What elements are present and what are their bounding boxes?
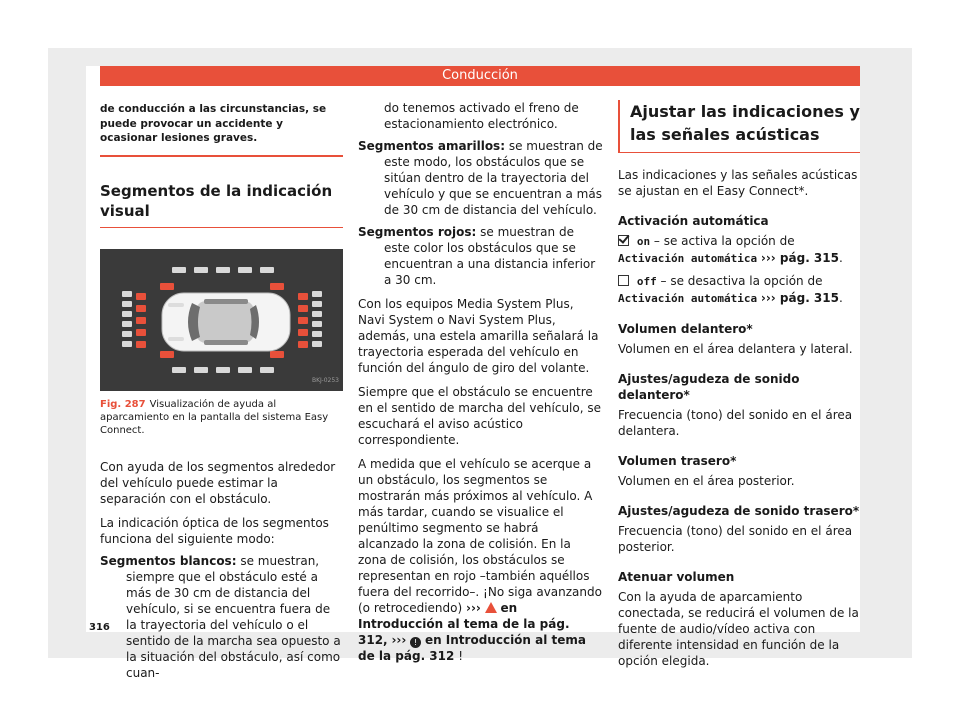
paragraph: Frecuencia (tono) del sonido en el área posterior. [618,524,853,554]
option-code: on [636,235,651,248]
paragraph-collision [358,456,603,664]
checkbox-empty-icon [618,275,629,286]
warning-continuation: de conducción a las circunstancias, se puede provocar un accidente y ocasionar lesiones graves. [100,100,343,157]
paragraph: Con ayuda de los segmentos alrededor del vehículo puede estimar la separación con el obstáculo. [100,459,336,506]
definition-term: Segmentos rojos: [358,225,477,239]
column-3 [618,100,860,669]
section-title-segments: Segmentos de la indicación visual [100,181,343,228]
sentence-end: . [838,251,843,265]
page-reference-link[interactable]: ››› pág. 315 [760,251,839,265]
subheading: Ajustes/agudeza de sonido trasero* [618,504,860,518]
parking-display-illustration [100,249,343,391]
car-top-view [162,293,290,351]
cross-reference-link[interactable]: en Introducción al tema de la pág. 312, [358,601,570,647]
definition-white [100,553,343,681]
figure-code: BKJ-0253 [311,376,339,384]
warning-triangle-icon [485,602,497,613]
paragraph: Volumen en el área delantera y lateral. [618,342,853,356]
subheading: Volumen delantero* [618,322,753,336]
column-2 [358,100,603,664]
sentence-end: ! [458,649,463,663]
figure-caption [100,398,343,437]
option-on [618,233,860,267]
paragraph: La indicación óptica de los segmentos funciona del siguiente modo: [100,515,329,546]
definition-text: se muestran de este modo, los obstáculos que se sitúan dentro de la trayectoria del vehículo y que se encuentran a más de 30 cm de distancia del vehículo. [384,139,603,217]
option-text: – se activa la opción de [653,234,795,248]
paragraph: Con los equipos Media System Plus, Navi System o Navi System Plus, además, una estela amarilla señalará la trayectoria esperada del vehículo en función del ángulo de giro del volante. [358,297,599,375]
page-number: 316 [89,622,110,633]
ref-arrows: ››› [391,633,407,647]
chapter-header: Conducción [100,66,860,86]
subheading: Ajustes/agudeza de sonido delantero* [618,372,800,402]
definition-term: Segmentos blancos: [100,553,237,568]
section-title-settings: Ajustar las indicaciones y las señales acústicas [618,100,860,153]
paragraph: Frecuencia (tono) del sonido en el área delantera. [618,408,853,438]
paragraph: Siempre que el obstáculo se encuentre en el sentido de marcha del vehículo, se escuchará el aviso acústico correspondiente. [358,385,601,447]
subheading: Volumen trasero* [618,454,737,468]
subheading: Activación automática [618,214,769,228]
definition-text: se muestran de este color los obstáculos que se encuentran a una distancia inferior a 30 cm. [384,225,596,287]
paragraph: Las indicaciones y las señales acústicas se ajustan en el Easy Connect*. [618,168,858,198]
option-off [618,273,860,307]
definition-text: se muestran, siempre que el obstáculo esté a más de 30 cm de distancia del vehículo, si se encuentra fuera de la trayectoria del vehículo o el sentido de la marcha sea opuesto a la situación del obstáculo, así como cuan- [126,553,341,680]
info-circle-icon: ! [410,637,421,648]
definition-white-continued: do tenemos activado el freno de estacionamiento electrónico. [384,101,579,131]
parking-aid-figure [100,249,343,391]
checkbox-checked-icon [618,235,629,246]
option-text: – se desactiva la opción de [660,274,823,288]
menu-name: Activación automática [618,292,758,305]
column-1 [100,100,343,681]
subheading: Atenuar volumen [618,570,735,584]
definition-term: Segmentos amarillos: [358,139,505,153]
paragraph-text: A medida que el vehículo se acerque a un obstáculo, los segmentos se mostrarán más próximos al vehículo. A más tardar, cuando se visualice el penúltimo segmento se habrá alcanzado la zona de colisión. En la zona de colisión, los obstáculos se representan en rojo –también aquéllos fuera del recorrido–. ¡No siga avanzando (o retrocediendo) [358,457,602,615]
figure-caption-text: Visualización de ayuda al aparcamiento en la pantalla del sistema Easy Connect. [100,398,329,436]
definition-yellow [358,138,603,218]
cross-reference-link[interactable]: en Introducción al tema de la pág. 312 [358,633,587,663]
page-reference-link[interactable]: ››› pág. 315 [760,291,839,305]
paragraph: Con la ayuda de aparcamiento conectada, se reducirá el volumen de la fuente de audio/vídeo activa con diferente intensidad en función de la opción elegida. [618,590,859,668]
menu-name: Activación automática [618,252,758,265]
definition-red [358,224,603,288]
option-code: off [636,275,657,288]
sentence-end: . [838,291,843,305]
paragraph: Volumen en el área posterior. [618,474,795,488]
ref-arrows: ››› [466,601,481,615]
figure-number: Fig. 287 [100,398,146,410]
